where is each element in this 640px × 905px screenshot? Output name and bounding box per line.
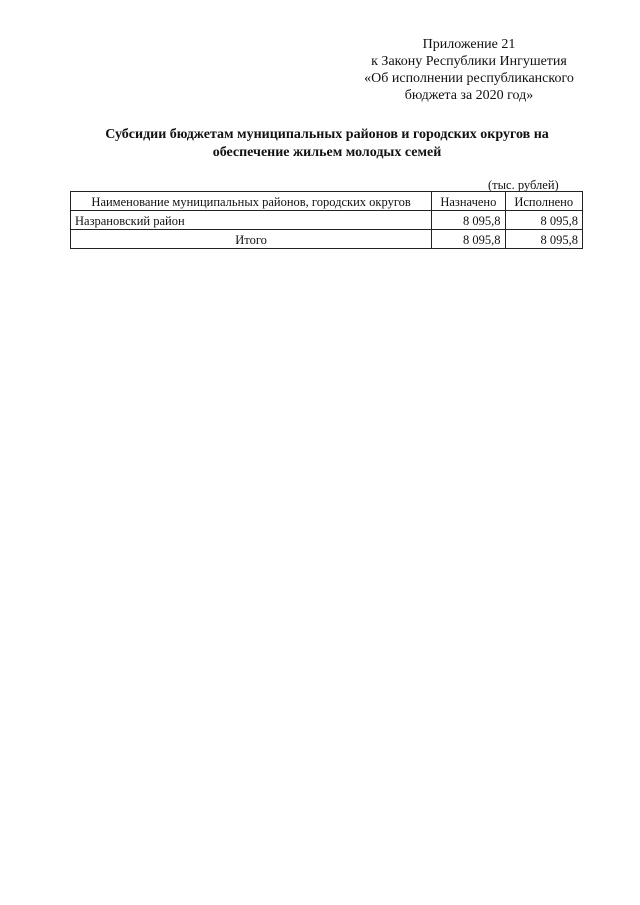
header-planned: Назначено bbox=[432, 192, 505, 211]
table-header-row bbox=[71, 192, 583, 211]
total-planned-value: 8 095,8 bbox=[432, 230, 505, 249]
row-executed-value: 8 095,8 bbox=[505, 211, 583, 230]
table-total-row bbox=[71, 230, 583, 249]
appendix-header bbox=[340, 36, 598, 104]
document-title-line-2: обеспечение жильем молодых семей bbox=[212, 145, 442, 160]
appendix-law-reference: к Закону Республики Ингушетия bbox=[371, 54, 567, 69]
appendix-law-title-continued: бюджета за 2020 год» bbox=[404, 88, 534, 103]
row-planned-value: 8 095,8 bbox=[432, 211, 505, 230]
header-executed: Исполнено bbox=[505, 192, 583, 211]
table-row bbox=[71, 211, 583, 230]
document-title-line-1: Субсидии бюджетам муниципальных районов и городских округов на bbox=[105, 127, 549, 142]
total-executed-value: 8 095,8 bbox=[505, 230, 583, 249]
header-municipality-name: Наименование муниципальных районов, городских округов bbox=[71, 192, 432, 211]
total-label: Итого bbox=[71, 230, 432, 249]
row-municipality-name: Назрановский район bbox=[71, 211, 432, 230]
units-label: (тыс. рублей) bbox=[488, 178, 559, 192]
appendix-law-title: «Об исполнении республиканского bbox=[364, 71, 574, 86]
appendix-number: Приложение 21 bbox=[422, 37, 516, 52]
document-title bbox=[70, 126, 584, 162]
subsidies-table bbox=[70, 191, 583, 249]
